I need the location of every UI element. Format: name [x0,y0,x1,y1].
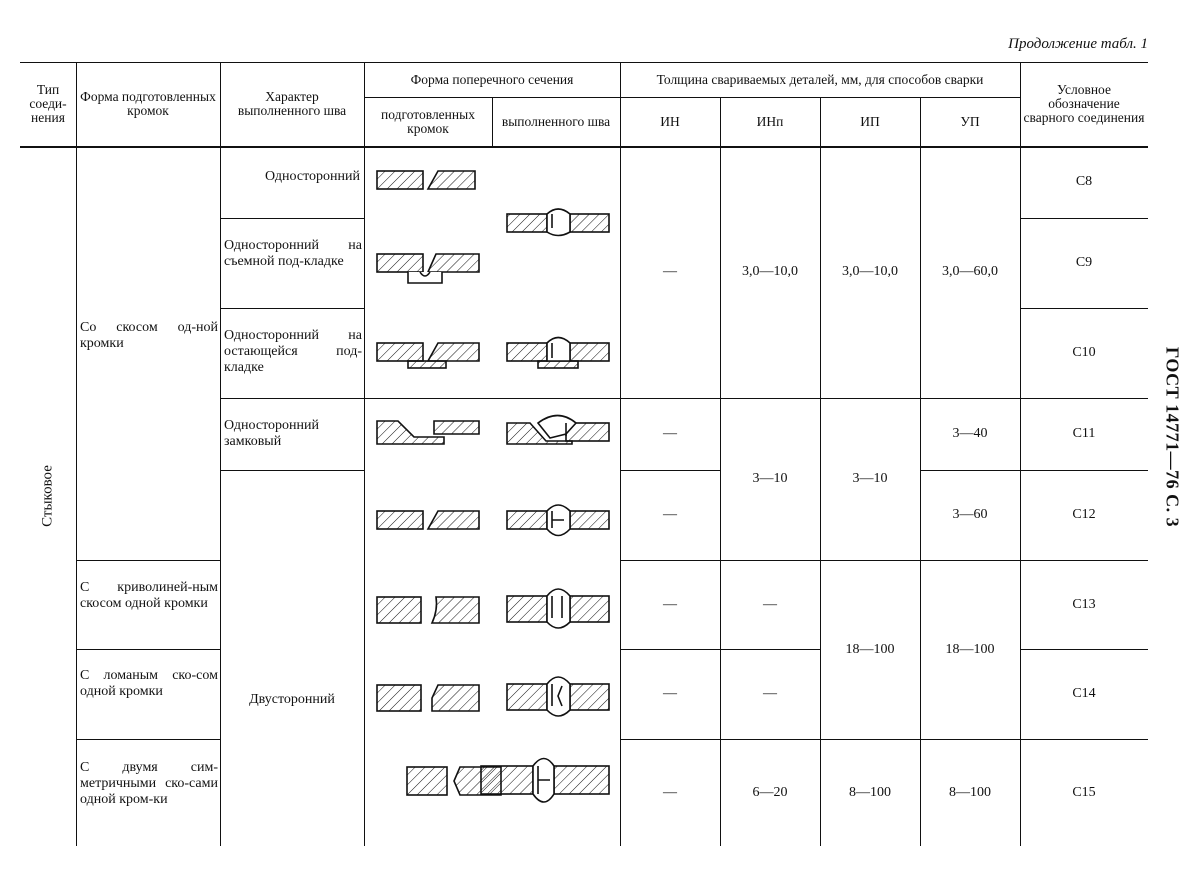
header-method-inp: ИНп [756,113,784,129]
in-c8-c10: — [663,264,677,279]
ip-c13-c14: 18—100 [845,641,895,657]
seam-two-sided: Двусторонний [249,692,335,707]
ip-c15: 8—100 [849,784,891,800]
in-c15: — [663,784,677,800]
section-done-c10 [506,336,610,370]
section-prepared-c10 [376,342,480,372]
inp-c8-c10: 3,0—10,0 [742,264,798,279]
edge-form-double-bevel: С двумя сим-метричными ско-сами одной кром-ки [80,760,218,807]
seam-lock: Односторонний замковый [224,418,320,449]
seam-one-sided: Односторонний [264,169,360,184]
designation-c12: С12 [1072,507,1096,522]
section-done-c11 [506,414,610,448]
section-done-c8-c9 [506,208,610,240]
section-prepared-c14 [376,684,480,714]
header-joint-type: Тип соеди-нения [29,82,67,125]
up-c12: 3—60 [952,507,988,522]
inp-c14: — [763,686,777,701]
header-section-form: Форма поперечного сечения [410,71,574,87]
up-c11: 3—40 [952,426,988,441]
designation-c11: С11 [1072,426,1096,441]
section-prepared-c12 [376,510,480,532]
up-c8-c10: 3,0—60,0 [942,264,998,279]
designation-c8: С8 [1075,174,1093,189]
in-c13: — [663,596,677,612]
designation-c9: С9 [1075,255,1093,270]
edge-form-single-bevel: Со скосом од-ной кромки [80,320,218,351]
seam-removable-backing: Односторонний на съемной под-кладке [224,238,362,269]
section-prepared-c11 [376,420,480,448]
header-edge-form: Форма подготовленных кромок [80,89,216,118]
designation-c13: С13 [1072,596,1096,612]
header-method-up: УП [960,113,980,129]
header-thickness: Толщина свариваемых деталей, мм, для способов сварки [656,71,984,87]
header-seam-character: Характер выполненного шва [237,89,347,118]
header-method-ip: ИП [860,113,880,129]
section-done-c13 [506,584,610,632]
up-c13-c14: 18—100 [945,641,995,657]
inp-c15: 6—20 [752,784,788,800]
table-continuation-caption: Продолжение табл. 1 [1008,36,1148,52]
designation-c15: С15 [1072,784,1096,800]
ip-c8-c10: 3,0—10,0 [842,264,898,279]
inp-c13: — [763,596,777,612]
seam-permanent-backing: Односторонний на остающейся под-кладке [224,328,362,375]
section-done-c12 [506,502,610,542]
ip-c11-c12: 3—10 [852,471,888,486]
section-done-c14 [506,672,610,720]
designation-c10: С10 [1072,345,1096,360]
up-c15: 8—100 [949,784,991,800]
header-section-prepared: подготовленных кромок [381,106,475,136]
header-method-in: ИН [660,113,680,129]
in-c12: — [663,507,677,522]
edge-form-broken-bevel: С ломаным ско-сом одной кромки [80,668,218,699]
inp-c11-c12: 3—10 [752,471,788,486]
designation-c14: С14 [1072,686,1096,701]
section-prepared-c8 [376,170,476,192]
header-section-done: выполненного шва [501,113,611,129]
in-c11: — [663,426,677,441]
in-c14: — [663,686,677,701]
section-prepared-c13 [376,596,480,626]
section-done-c15 [480,754,610,810]
section-prepared-c9 [376,253,480,287]
edge-form-curved-bevel: С криволиней-ным скосом одной кромки [80,580,218,611]
header-designation: Условное обозначение сварного соединения [1023,82,1145,125]
